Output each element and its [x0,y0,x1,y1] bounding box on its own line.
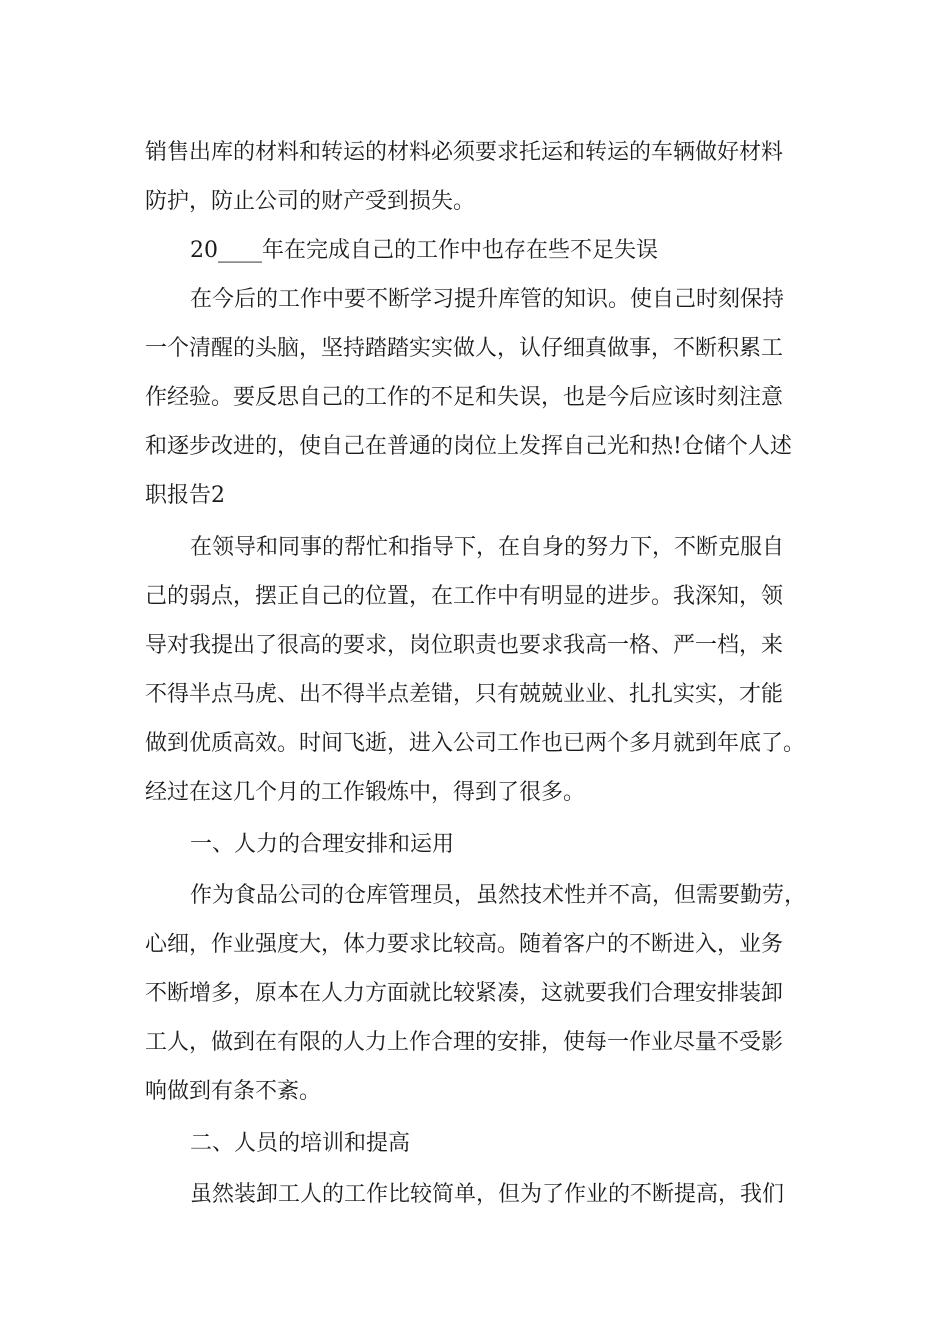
text-line: 和逐步改进的，使自己在普通的岗位上发挥自己光和热!仓储个人述 [145,434,792,459]
section-heading: 二、人员的培训和提高 [190,1131,411,1156]
paragraph-start: 在今后的工作中要不断学习提升库管的知识。使自己时刻保持 [190,287,785,312]
text-line: 一个清醒的头脑，坚持踏踏实实做人，认仔细真做事，不断积累工 [145,336,784,361]
paragraph-start: 作为食品公司的仓库管理员，虽然技术性并不高，但需要勤劳， [190,883,807,908]
text-line: 己的弱点，摆正自己的位置，在工作中有明显的进步。我深知，领 [145,584,784,609]
text-line: 作经验。要反思自己的工作的不足和失误，也是今后应该时刻注意 [145,385,784,410]
text-line: 职报告2 [145,483,225,508]
text-line: 响做到有条不紊。 [145,1079,322,1104]
text-line: 防护，防止公司的财产受到损失。 [145,189,476,214]
section-heading: 一、人力的合理安排和运用 [190,832,455,857]
text-line: 心细，作业强度大，体力要求比较高。随着客户的不断进入，业务 [145,932,784,957]
paragraph-start: 在领导和同事的帮忙和指导下，在自身的努力下，不断克服自 [190,535,785,560]
text-line: 导对我提出了很高的要求，岗位职责也要求我高一格、严一档，来 [145,633,784,658]
text-line: 做到优质高效。时间飞逝，进入公司工作也已两个多月就到年底了。 [145,731,806,756]
paragraph-start: 虽然装卸工人的工作比较简单，但为了作业的不断提高，我们 [190,1182,785,1207]
text-line: 销售出库的材料和转运的材料必须要求托运和转运的车辆做好材料 [145,140,784,165]
text-line: 经过在这几个月的工作锻炼中，得到了很多。 [145,780,586,805]
text-line: 不断增多，原本在人力方面就比较紧凑，这就要我们合理安排装卸 [145,981,784,1006]
text-line: 不得半点马虎、出不得半点差错，只有兢兢业业、扎扎实实，才能 [145,682,784,707]
text-line: 20____年在完成自己的工作中也存在些不足失误 [190,238,658,263]
text-line: 工人，做到在有限的人力上作合理的安排，使每一作业尽量不受影 [145,1030,784,1055]
